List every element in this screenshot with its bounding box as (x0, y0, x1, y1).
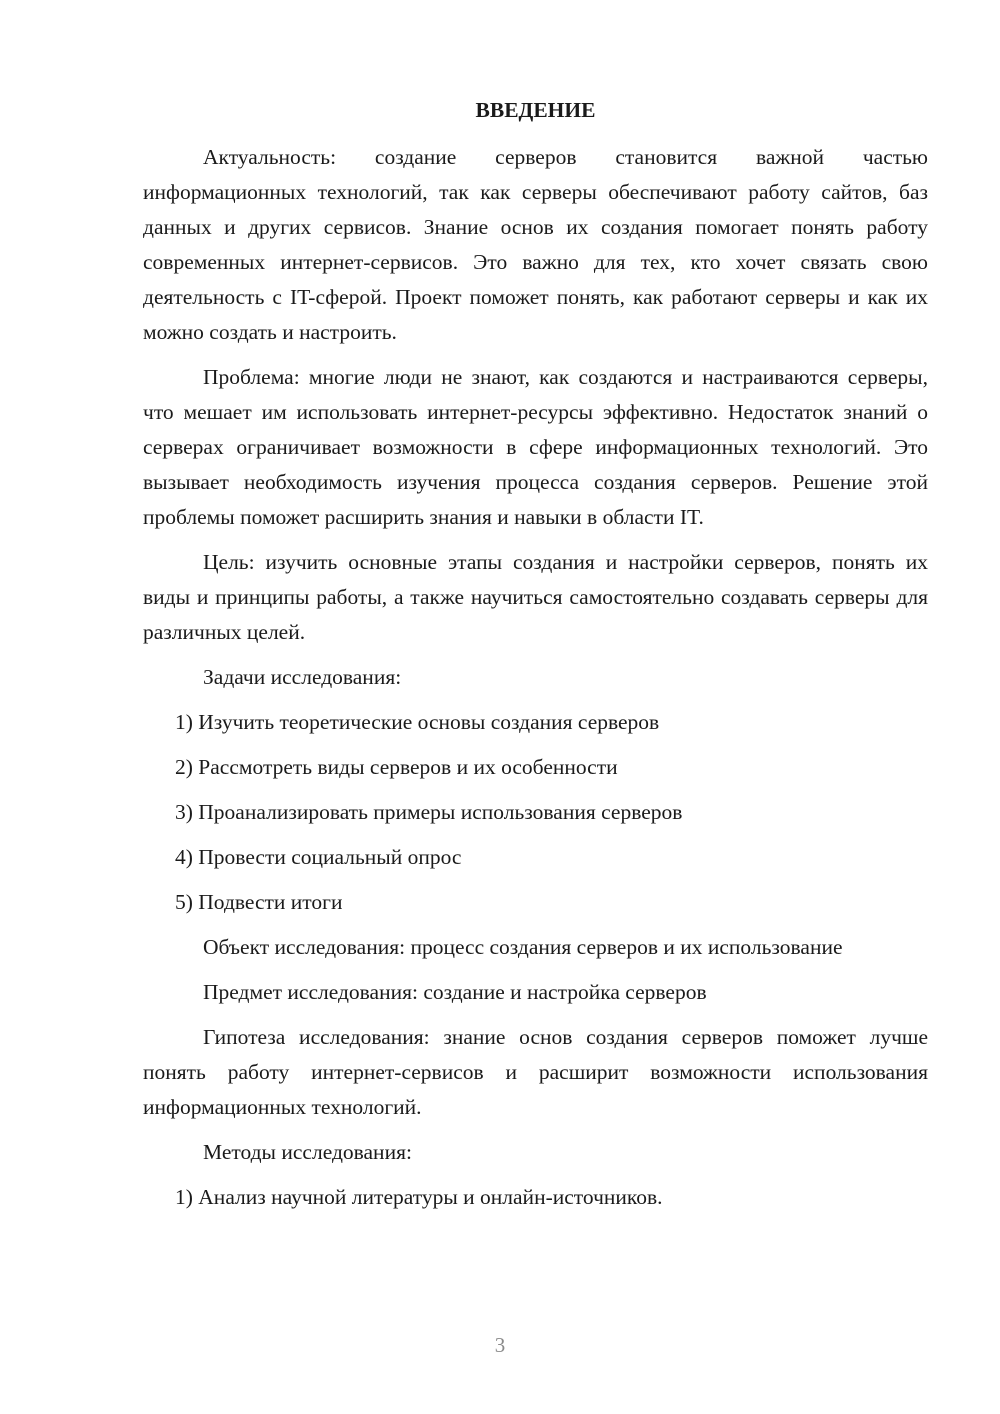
tasks-title: Задачи исследования: (203, 665, 402, 689)
section-heading: ВВЕДЕНИЕ (475, 98, 596, 122)
goal-paragraph: Цель: изучить основные этапы создания и настройки серверов, понять их виды и принципы работы, а также научиться самостоятельно создавать серверы для различных целей. (143, 550, 928, 644)
list-item: 1) Анализ научной литературы и онлайн-источников. (175, 1185, 663, 1209)
list-item: 4) Провести социальный опрос (175, 845, 462, 869)
document-page (143, 93, 928, 1225)
list-item: 5) Подвести итоги (175, 890, 343, 914)
tasks-list (143, 705, 928, 920)
list-item: 3) Проанализировать примеры использования серверов (175, 800, 683, 824)
hypothesis-paragraph: Гипотеза исследования: знание основ создания серверов поможет лучше понять работу интернет-сервисов и расширит возможности использования информационных технологий. (143, 1025, 928, 1119)
page-number: 3 (494, 1333, 506, 1357)
methods-title: Методы исследования: (203, 1140, 412, 1164)
subject-paragraph: Предмет исследования: создание и настройка серверов (203, 980, 707, 1004)
object-paragraph: Объект исследования: процесс создания серверов и их использование (203, 935, 843, 959)
relevance-paragraph: Актуальность: создание серверов становится важной частью информационных технологий, так как серверы обеспечивают работу сайтов, баз данных и других сервисов. Знание основ их создания помогает понять работу современных интернет-сервисов. Это важно для тех, кто хочет связать свою деятельность с IT-сферой. Проект поможет понять, как работают серверы и как их можно создать и настроить. (143, 145, 928, 344)
problem-paragraph: Проблема: многие люди не знают, как создаются и настраиваются серверы, что мешает им использовать интернет-ресурсы эффективно. Недостаток знаний о серверах ограничивает возможности в сфере информационных технологий. Это вызывает необходимость изучения процесса создания серверов. Решение этой проблемы поможет расширить знания и навыки в области IT. (143, 365, 928, 529)
methods-list (143, 1180, 928, 1215)
list-item: 1) Изучить теоретические основы создания серверов (175, 710, 660, 734)
list-item: 2) Рассмотреть виды серверов и их особенности (175, 755, 618, 779)
